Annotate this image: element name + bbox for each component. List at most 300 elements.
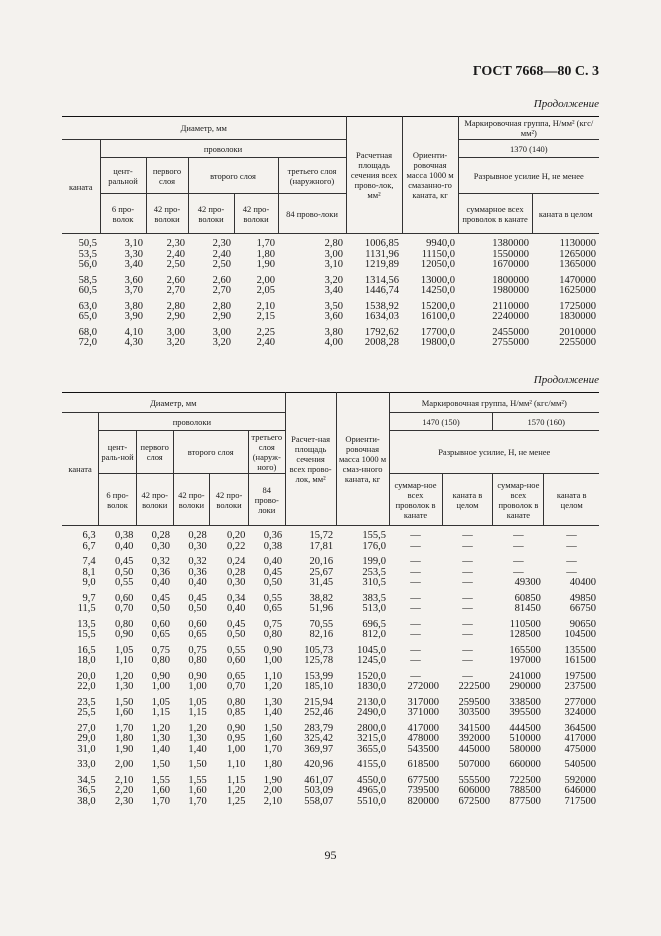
table-cell: 0,45 — [114, 556, 134, 567]
table-cell: — — [462, 670, 473, 682]
table-cell: 1,15 — [227, 774, 246, 786]
table-row — [62, 734, 599, 745]
table-cell: 1,20 — [263, 681, 283, 692]
table-cell: 13,5 — [77, 618, 96, 630]
table-cell: 3,00 — [212, 326, 231, 338]
mark-group-header: Маркировочная группа, Н/мм² (кгс/мм²) — [458, 117, 599, 140]
table-cell: 66750 — [569, 603, 596, 614]
table-cell: 3,40 — [124, 259, 143, 270]
table-cell: 1,00 — [263, 655, 283, 666]
table-cell: 0,70 — [114, 603, 134, 614]
table-cell: 820000 — [407, 795, 439, 807]
table-cell: 317000 — [407, 696, 439, 708]
table-cell: 478000 — [407, 733, 439, 744]
table-cell: 0,55 — [114, 577, 134, 588]
table-cell: 60,5 — [78, 285, 97, 296]
count-second-a: 42 про-волоки — [188, 194, 234, 234]
table-cell: 36,5 — [77, 785, 96, 796]
table-cell: 2,40 — [256, 337, 275, 348]
table-cell: 0,32 — [188, 556, 207, 567]
table-cell: 0,45 — [151, 592, 171, 604]
table-cell: 2,90 — [166, 311, 185, 322]
table-cell: 3,60 — [324, 311, 344, 322]
table-cell: 70,55 — [309, 618, 334, 630]
table-cell: — — [462, 618, 473, 630]
table-cell: — — [513, 530, 524, 541]
table-cell: 696,5 — [362, 618, 387, 630]
table-cell: 68,0 — [78, 326, 97, 338]
table-cell: 1,05 — [114, 644, 134, 656]
table-cell: 877500 — [509, 795, 541, 807]
table-cell: 81450 — [514, 603, 541, 614]
break-force-header-2: Разрывное усилие, Н, не менее — [389, 431, 599, 474]
table-cell: 0,20 — [227, 530, 246, 541]
table-cell: 2,80 — [212, 300, 231, 312]
table-cell: 1792,62 — [364, 326, 400, 338]
table-cell: 2800,0 — [357, 722, 387, 734]
table-cell: 0,65 — [227, 670, 246, 682]
table-cell: 20,16 — [309, 556, 334, 567]
table-cell: 11,5 — [77, 603, 96, 614]
table-row — [62, 297, 599, 313]
table-row — [62, 234, 599, 250]
table-row — [62, 338, 599, 349]
table-cell: 3,40 — [324, 285, 344, 296]
table-cell: 0,50 — [151, 603, 171, 614]
table-cell: 383,5 — [362, 592, 387, 604]
table-cell: 2,10 — [256, 300, 275, 312]
table-row — [62, 604, 599, 615]
table-cell: 16100,0 — [420, 311, 456, 322]
table-cell: 4,30 — [124, 337, 143, 348]
table-cell: 0,50 — [263, 577, 283, 588]
table-cell: 0,90 — [151, 670, 171, 682]
table-row — [62, 312, 599, 323]
table-2-body — [62, 526, 599, 808]
table-cell: 16,5 — [77, 644, 96, 656]
table-cell: 1,60 — [188, 785, 207, 796]
table-cell: 677500 — [407, 774, 439, 786]
table-cell: 0,50 — [114, 566, 134, 578]
table-1 — [62, 116, 599, 349]
count-first: 42 про-волоки — [146, 194, 188, 234]
table-cell: 1,30 — [188, 733, 207, 744]
table-cell: 0,40 — [227, 603, 246, 614]
table-cell: 0,80 — [114, 618, 134, 630]
table-cell: 417000 — [564, 733, 596, 744]
table-cell: 1045,0 — [357, 644, 387, 656]
table-cell: — — [462, 556, 473, 567]
table-row — [62, 271, 599, 287]
table-cell: — — [513, 556, 524, 567]
table-cell: — — [513, 540, 524, 552]
count-first-2: 42 про-волоки — [136, 474, 173, 526]
table-cell: 475000 — [564, 743, 596, 755]
table-row — [62, 286, 599, 297]
table-cell: — — [410, 629, 421, 640]
table-cell: 1470000 — [559, 274, 597, 286]
table-cell: 1,90 — [263, 774, 283, 786]
table-cell: 155,5 — [362, 530, 387, 541]
table-cell: 1800000 — [492, 274, 530, 286]
table-cell: 0,38 — [263, 540, 283, 552]
table-cell: 290000 — [509, 681, 541, 692]
table-cell: 40400 — [569, 577, 596, 588]
table-cell: 252,46 — [304, 707, 334, 718]
table-cell: 1625000 — [559, 285, 597, 296]
table-cell: 1,00 — [188, 681, 207, 692]
table-row — [62, 745, 599, 756]
table-cell: 72,0 — [78, 337, 97, 348]
table-cell: 3,00 — [166, 326, 185, 338]
table-cell: 395500 — [509, 707, 541, 718]
table-cell: — — [410, 644, 421, 656]
table-cell: 4155,0 — [357, 759, 387, 770]
table-cell: — — [410, 566, 421, 578]
table-cell: 153,99 — [304, 670, 334, 682]
table-cell: 9,0 — [82, 577, 96, 588]
table-cell: 1,10 — [263, 670, 283, 682]
table-cell: 1245,0 — [357, 655, 387, 666]
table-cell: 50,5 — [78, 238, 97, 249]
table-cell: 1,20 — [151, 722, 171, 734]
table-cell: — — [410, 618, 421, 630]
table-cell: 2110000 — [492, 300, 530, 312]
table-cell: 2,15 — [256, 311, 275, 322]
table-row — [62, 693, 599, 709]
third-layer-header: третьего слоя (наружного) — [278, 158, 346, 194]
table-cell: 592000 — [564, 774, 596, 786]
table-cell: 540500 — [564, 759, 596, 770]
table-cell: 1314,56 — [364, 274, 400, 286]
table-cell: 1,00 — [151, 681, 171, 692]
table-row — [62, 323, 599, 339]
document-header: ГОСТ 7668—80 С. 3 — [472, 64, 599, 79]
table-cell: 17,81 — [309, 540, 334, 552]
table-cell: 0,45 — [227, 618, 246, 630]
table-cell: 1830000 — [559, 311, 597, 322]
table-cell: 1,70 — [114, 722, 134, 734]
mark-group-header-2: Маркировочная группа, Н/мм² (кгс/мм²) — [389, 393, 599, 413]
diameter-header-2: Диаметр, мм — [62, 393, 285, 413]
table-cell: 25,5 — [77, 707, 96, 718]
table-cell: 1,70 — [263, 743, 283, 755]
table-cell: — — [462, 629, 473, 640]
table-cell: 1,70 — [151, 795, 171, 807]
table-cell: 161500 — [564, 655, 596, 666]
table-cell: 2,10 — [114, 774, 134, 786]
table-cell: 0,40 — [263, 556, 283, 567]
table-cell: 2255000 — [559, 337, 597, 348]
table-cell: 3,90 — [124, 311, 143, 322]
table-cell: 215,94 — [304, 696, 334, 708]
table-row — [62, 552, 599, 568]
table-cell: 128500 — [509, 629, 541, 640]
table-cell: 63,0 — [78, 300, 97, 312]
table-cell: 2,70 — [166, 285, 185, 296]
table-row — [62, 667, 599, 683]
table-cell: 60850 — [514, 592, 541, 604]
table-cell: — — [462, 540, 473, 552]
table-cell: 3,20 — [212, 337, 231, 348]
table-cell: 1,30 — [263, 696, 283, 708]
table-row — [62, 771, 599, 787]
table-cell: 49850 — [569, 592, 596, 604]
table-cell: 272000 — [407, 681, 439, 692]
table-cell: 20,0 — [77, 670, 96, 682]
table-cell: 3,10 — [324, 259, 344, 270]
table-cell: 0,40 — [188, 577, 207, 588]
table-cell: — — [462, 655, 473, 666]
page-number: 95 — [324, 848, 337, 862]
table-row — [62, 260, 599, 271]
table-cell: 185,10 — [304, 681, 334, 692]
table-cell: 2755000 — [492, 337, 530, 348]
table-cell: 1538,92 — [364, 300, 400, 312]
count-second-b: 42 про-волоки — [234, 194, 278, 234]
table-cell: 27,0 — [77, 722, 96, 734]
table-cell: — — [566, 566, 577, 578]
table-cell: 0,80 — [227, 696, 246, 708]
table-cell: 369,97 — [304, 743, 334, 755]
table-cell: 23,5 — [77, 696, 96, 708]
table-cell: 513,0 — [362, 603, 387, 614]
table-cell: 6,3 — [82, 530, 96, 541]
table-cell: 2240000 — [492, 311, 530, 322]
table-cell: 5510,0 — [357, 795, 387, 807]
table-cell: 1,20 — [114, 670, 134, 682]
table-cell: 2,10 — [263, 795, 283, 807]
table-cell: 3,80 — [124, 300, 143, 312]
table-row — [62, 708, 599, 719]
table-cell: 1130000 — [559, 238, 597, 249]
table-cell: 7,4 — [82, 556, 96, 567]
table-cell: 0,28 — [151, 530, 171, 541]
table-cell: — — [410, 577, 421, 588]
table-cell: 4965,0 — [357, 785, 387, 796]
table-cell: 15,72 — [309, 530, 334, 541]
first-layer-header-2: первого слоя — [136, 431, 173, 474]
table-cell: 0,36 — [188, 566, 207, 578]
table-row — [62, 786, 599, 797]
table-cell: — — [410, 655, 421, 666]
table-cell: 82,16 — [309, 629, 334, 640]
mark-value-header: 1370 (140) — [458, 140, 599, 158]
table-cell: 606000 — [458, 785, 490, 796]
table-cell: 672500 — [458, 795, 490, 807]
table-cell: 1,55 — [151, 774, 171, 786]
table-cell: 646000 — [564, 785, 596, 796]
table-cell: 38,0 — [77, 795, 96, 807]
table-cell: 9,7 — [82, 592, 96, 604]
table-cell: 3,10 — [124, 238, 143, 249]
table-cell: 0,90 — [114, 629, 134, 640]
table-cell: 739500 — [407, 785, 439, 796]
table-row — [62, 630, 599, 641]
table-cell: 176,0 — [362, 540, 387, 552]
table-cell: 788500 — [509, 785, 541, 796]
table-cell: 3,20 — [324, 274, 344, 286]
rope-total-header: каната в целом — [532, 194, 599, 234]
table-cell: 1006,85 — [364, 238, 400, 249]
table-cell: 253,5 — [362, 566, 387, 578]
table-cell: — — [566, 530, 577, 541]
table-cell: 0,70 — [227, 681, 246, 692]
table-cell: 1,05 — [151, 696, 171, 708]
table-cell: 0,50 — [227, 629, 246, 640]
table-cell: 222500 — [458, 681, 490, 692]
table-cell: 1380000 — [492, 238, 530, 249]
table-cell: 33,0 — [77, 759, 96, 770]
table-cell: 2130,0 — [357, 696, 387, 708]
rope-total-b-header: каната в целом — [544, 474, 599, 526]
table-cell: 0,80 — [151, 655, 171, 666]
table-cell: 2,30 — [212, 238, 231, 249]
table-row — [62, 641, 599, 657]
table-cell: 2010000 — [559, 326, 597, 338]
table-cell: 1,40 — [188, 743, 207, 755]
table-1-body — [62, 234, 599, 349]
table-cell: 1,90 — [256, 259, 275, 270]
table-cell: 0,60 — [114, 592, 134, 604]
table-cell: 1,50 — [114, 696, 134, 708]
table-cell: 1,10 — [114, 655, 134, 666]
table-cell: 1,00 — [227, 743, 246, 755]
kanat-header: каната — [62, 140, 100, 234]
table-cell: 2,30 — [166, 238, 185, 249]
table-cell: 0,75 — [151, 644, 171, 656]
table-cell: 1365000 — [559, 259, 597, 270]
table-cell: 0,90 — [188, 670, 207, 682]
table-row — [62, 589, 599, 605]
table-cell: 0,90 — [263, 644, 283, 656]
table-cell: 2,80 — [166, 300, 185, 312]
table-row — [62, 656, 599, 667]
table-cell: 580000 — [509, 743, 541, 755]
table-row — [62, 526, 599, 542]
table-cell: 1,60 — [263, 733, 283, 744]
table-cell: 0,40 — [114, 540, 134, 552]
table-cell: 371000 — [407, 707, 439, 718]
table-cell: 1830,0 — [357, 681, 387, 692]
table-cell: 310,5 — [362, 577, 387, 588]
table-cell: 338500 — [509, 696, 541, 708]
table-cell: 1634,03 — [364, 311, 400, 322]
table-cell: 1,15 — [151, 707, 171, 718]
table-cell: 19800,0 — [420, 337, 456, 348]
table-cell: — — [566, 540, 577, 552]
table-cell: 0,60 — [151, 618, 171, 630]
table-cell: 0,30 — [188, 540, 207, 552]
table-cell: 444500 — [509, 722, 541, 734]
table-cell: 2,80 — [324, 238, 344, 249]
table-cell: 2,50 — [166, 259, 185, 270]
table-cell: 105,73 — [304, 644, 334, 656]
table-cell: 1,50 — [263, 722, 283, 734]
table-cell: 660000 — [509, 759, 541, 770]
diameter-header: Диаметр, мм — [62, 117, 346, 140]
table-cell: 0,85 — [227, 707, 246, 718]
rope-total-a-header: каната в целом — [442, 474, 493, 526]
table-cell: 1446,74 — [364, 285, 400, 296]
table-cell: — — [410, 603, 421, 614]
table-cell: 1725000 — [559, 300, 597, 312]
table-cell: 0,75 — [188, 644, 207, 656]
table-cell: 2,90 — [212, 311, 231, 322]
table-cell: 0,22 — [227, 540, 246, 552]
table-cell: 0,75 — [263, 618, 283, 630]
table-cell: 1,15 — [188, 707, 207, 718]
table-cell: 38,82 — [309, 592, 334, 604]
table-cell: 2,05 — [256, 285, 275, 296]
table-cell: — — [566, 556, 577, 567]
sum-wires-b-header: суммар-ное всех проволок в канате — [493, 474, 544, 526]
table-cell: 259500 — [458, 696, 490, 708]
central-header-2: цент-раль-ной — [99, 431, 137, 474]
table-cell: 510000 — [509, 733, 541, 744]
sum-wires-a-header: суммар-ное всех проволок в канате — [389, 474, 442, 526]
table-cell: 1,10 — [227, 759, 246, 770]
table-cell: 1,70 — [188, 795, 207, 807]
table-cell: 2490,0 — [357, 707, 387, 718]
table-cell: 0,90 — [227, 722, 246, 734]
continuation-label-1: Продолжение — [533, 98, 599, 110]
table-cell: 2,00 — [114, 759, 134, 770]
table-cell: 9940,0 — [426, 238, 456, 249]
table-cell: 6,7 — [82, 540, 96, 552]
table-cell: — — [410, 556, 421, 567]
table-cell: 31,45 — [309, 577, 334, 588]
table-row — [62, 719, 599, 735]
table-cell: 1,40 — [263, 707, 283, 718]
table-cell: 0,32 — [151, 556, 171, 567]
table-cell: 1,40 — [151, 743, 171, 755]
table-cell: 341500 — [458, 722, 490, 734]
table-cell: — — [462, 603, 473, 614]
table-cell: 0,45 — [263, 566, 283, 578]
second-layer-header: второго слоя — [188, 158, 278, 194]
mass-header-2: Ориенти-ровочная масса 1000 м смаз-нного каната, кг — [336, 393, 389, 526]
table-cell: 199,0 — [362, 556, 387, 567]
table-cell: 0,36 — [263, 530, 283, 541]
table-cell: 0,50 — [188, 603, 207, 614]
table-cell: 558,07 — [304, 795, 334, 807]
table-cell: 0,60 — [227, 655, 246, 666]
table-cell: 2,00 — [263, 785, 283, 796]
table-cell: 15200,0 — [420, 300, 456, 312]
table-cell: 1980000 — [492, 285, 530, 296]
count-second-b-2: 42 про-волоки — [210, 474, 249, 526]
table-cell: 18,0 — [77, 655, 96, 666]
table-cell: 618500 — [407, 759, 439, 770]
count-second-a-2: 42 про-волоки — [173, 474, 210, 526]
table-cell: 1,80 — [256, 248, 275, 260]
table-cell: 197500 — [564, 670, 596, 682]
table-cell: 2,60 — [166, 274, 185, 286]
table-cell: 2,50 — [212, 259, 231, 270]
table-cell: 165500 — [509, 644, 541, 656]
table-row — [62, 542, 599, 553]
table-cell: 1,25 — [227, 795, 246, 807]
table-cell: 3,80 — [324, 326, 344, 338]
table-cell: 1,20 — [227, 785, 246, 796]
table-row — [62, 682, 599, 693]
table-cell: 461,07 — [304, 774, 334, 786]
table-cell: 1,70 — [256, 238, 275, 249]
table-cell: 1265000 — [559, 248, 597, 260]
table-cell: 90650 — [569, 618, 596, 630]
table-cell: 420,96 — [304, 759, 334, 770]
